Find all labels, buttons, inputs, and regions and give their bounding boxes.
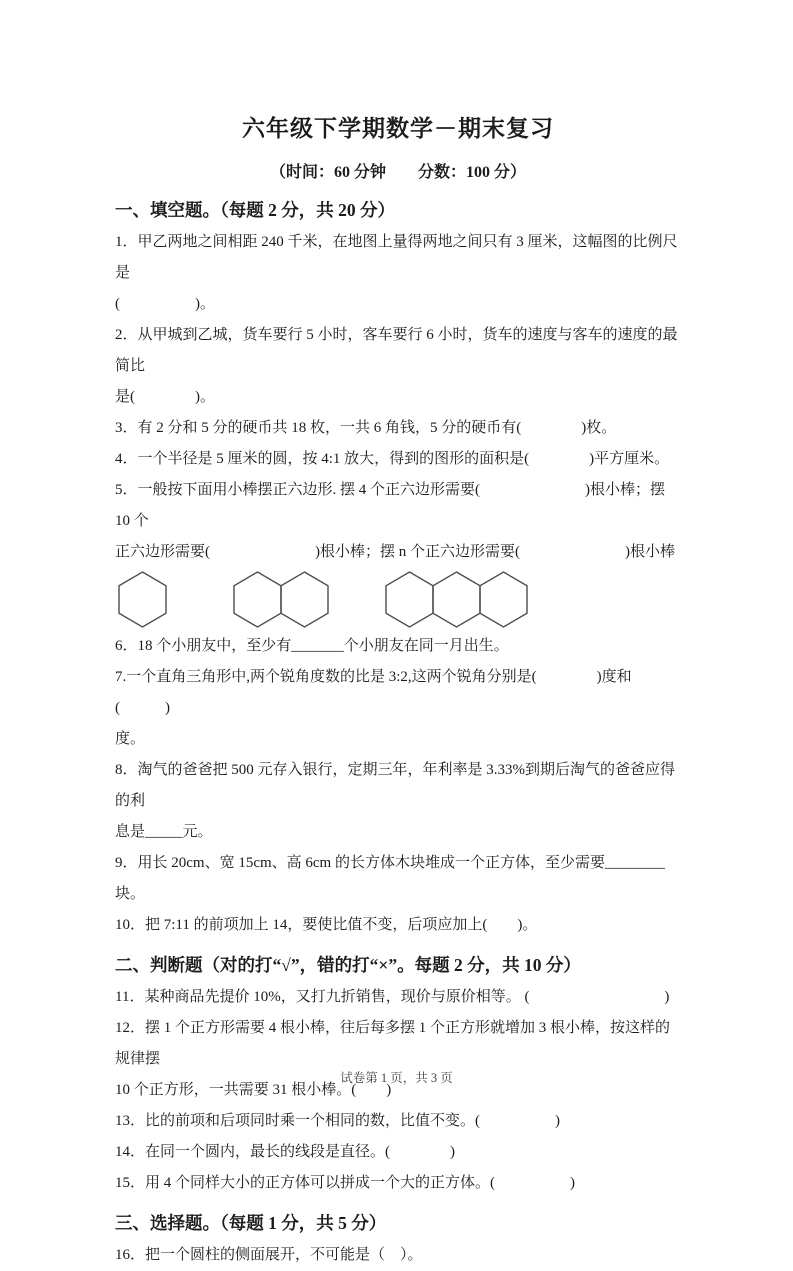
question-1-line-2: ( )。 — [115, 296, 215, 312]
question-11-line-1: 11．某种商品先提价 10%，又打九折销售，现价与原价相等。 ( ) — [115, 989, 670, 1005]
section-heading-fill-in-blanks: 一、填空题。（每题 2 分，共 20 分） — [115, 200, 395, 220]
exam-time-score-subtitle: （时间：60 分钟 分数：100 分） — [269, 164, 526, 181]
question-13-line-1: 13．比的前项和后项同时乘一个相同的数，比值不变。( ) — [115, 1113, 560, 1129]
hexagon-group-3-icon — [385, 571, 528, 628]
question-10-line-1: 10．把 7:11 的前项加上 14，要使比值不变，后项应加上( )。 — [115, 917, 538, 933]
question-9-line-1: 9．用长 20cm、宽 15cm、高 6cm 的长方体木块堆成一个正方体，至少需要________块。 — [115, 855, 665, 902]
question-14-line-1: 14．在同一个圆内，最长的线段是直径。( ) — [115, 1144, 455, 1160]
question-3-line-1: 3．有 2 分和 5 分的硬币共 18 枚，一共 6 角钱，5 分的硬币有( )枚。 — [115, 420, 617, 436]
section-heading-true-false: 二、判断题（对的打“√”，错的打“×”。每题 2 分，共 10 分） — [115, 955, 581, 975]
question-12-line-1: 12．摆 1 个正方形需要 4 根小棒，往后每多摆 1 个正方形就增加 3 根小棒，按这样的规律摆 — [115, 1020, 671, 1067]
page-title: 六年级下学期数学－期末复习 — [242, 116, 554, 141]
section-heading-multiple-choice: 三、选择题。（每题 1 分，共 5 分） — [115, 1213, 387, 1233]
question-8-line-2: 息是_____元。 — [115, 824, 213, 840]
hexagon-group-1-icon — [118, 571, 167, 628]
exam-content — [115, 112, 681, 1271]
question-16-line-1: 16．把一个圆柱的侧面展开，不可能是（ ）。 — [115, 1247, 423, 1263]
page-number-footer: 试卷第 1 页，共 3 页 — [340, 1071, 453, 1085]
hexagon-pattern-figure — [115, 569, 681, 629]
question-4-line-1: 4．一个半径是 5 厘米的圆，按 4:1 放大，得到的图形的面积是( )平方厘米。 — [115, 451, 670, 467]
question-8-line-1: 8．淘气的爸爸把 500 元存入银行，定期三年，年利率是 3.33%到期后淘气的爸爸应得的利 — [115, 762, 675, 809]
question-15-line-1: 15．用 4 个同样大小的正方体可以拼成一个大的正方体。( ) — [115, 1175, 575, 1191]
question-5-line-1: 5．一般按下面用小棒摆正六边形. 摆 4 个正六边形需要( )根小棒；摆 10 个 — [115, 482, 669, 529]
question-2-line-1: 2．从甲城到乙城，货车要行 5 小时，客车要行 6 小时，货车的速度与客车的速度的最简比 — [115, 327, 678, 374]
question-12-line-2: 10 个正方形，一共需要 31 根小棒。( ) — [115, 1082, 392, 1098]
question-2-line-2: 是( )。 — [115, 389, 215, 405]
question-7-line-2: 度。 — [115, 731, 146, 747]
question-7-line-1: 7.一个直角三角形中,两个锐角度数的比是 3:2,这两个锐角分别是( )度和( ) — [115, 669, 632, 716]
question-5-line-2: 正六边形需要( )根小棒；摆 n 个正六边形需要( )根小棒 — [115, 544, 675, 560]
question-6-line-1: 6．18 个小朋友中，至少有_______个小朋友在同一月出生。 — [115, 638, 509, 654]
hexagon-group-2-icon — [233, 571, 329, 628]
question-1-line-1: 1．甲乙两地之间相距 240 千米，在地图上量得两地之间只有 3 厘米，这幅图的比例尺是 — [115, 234, 678, 281]
